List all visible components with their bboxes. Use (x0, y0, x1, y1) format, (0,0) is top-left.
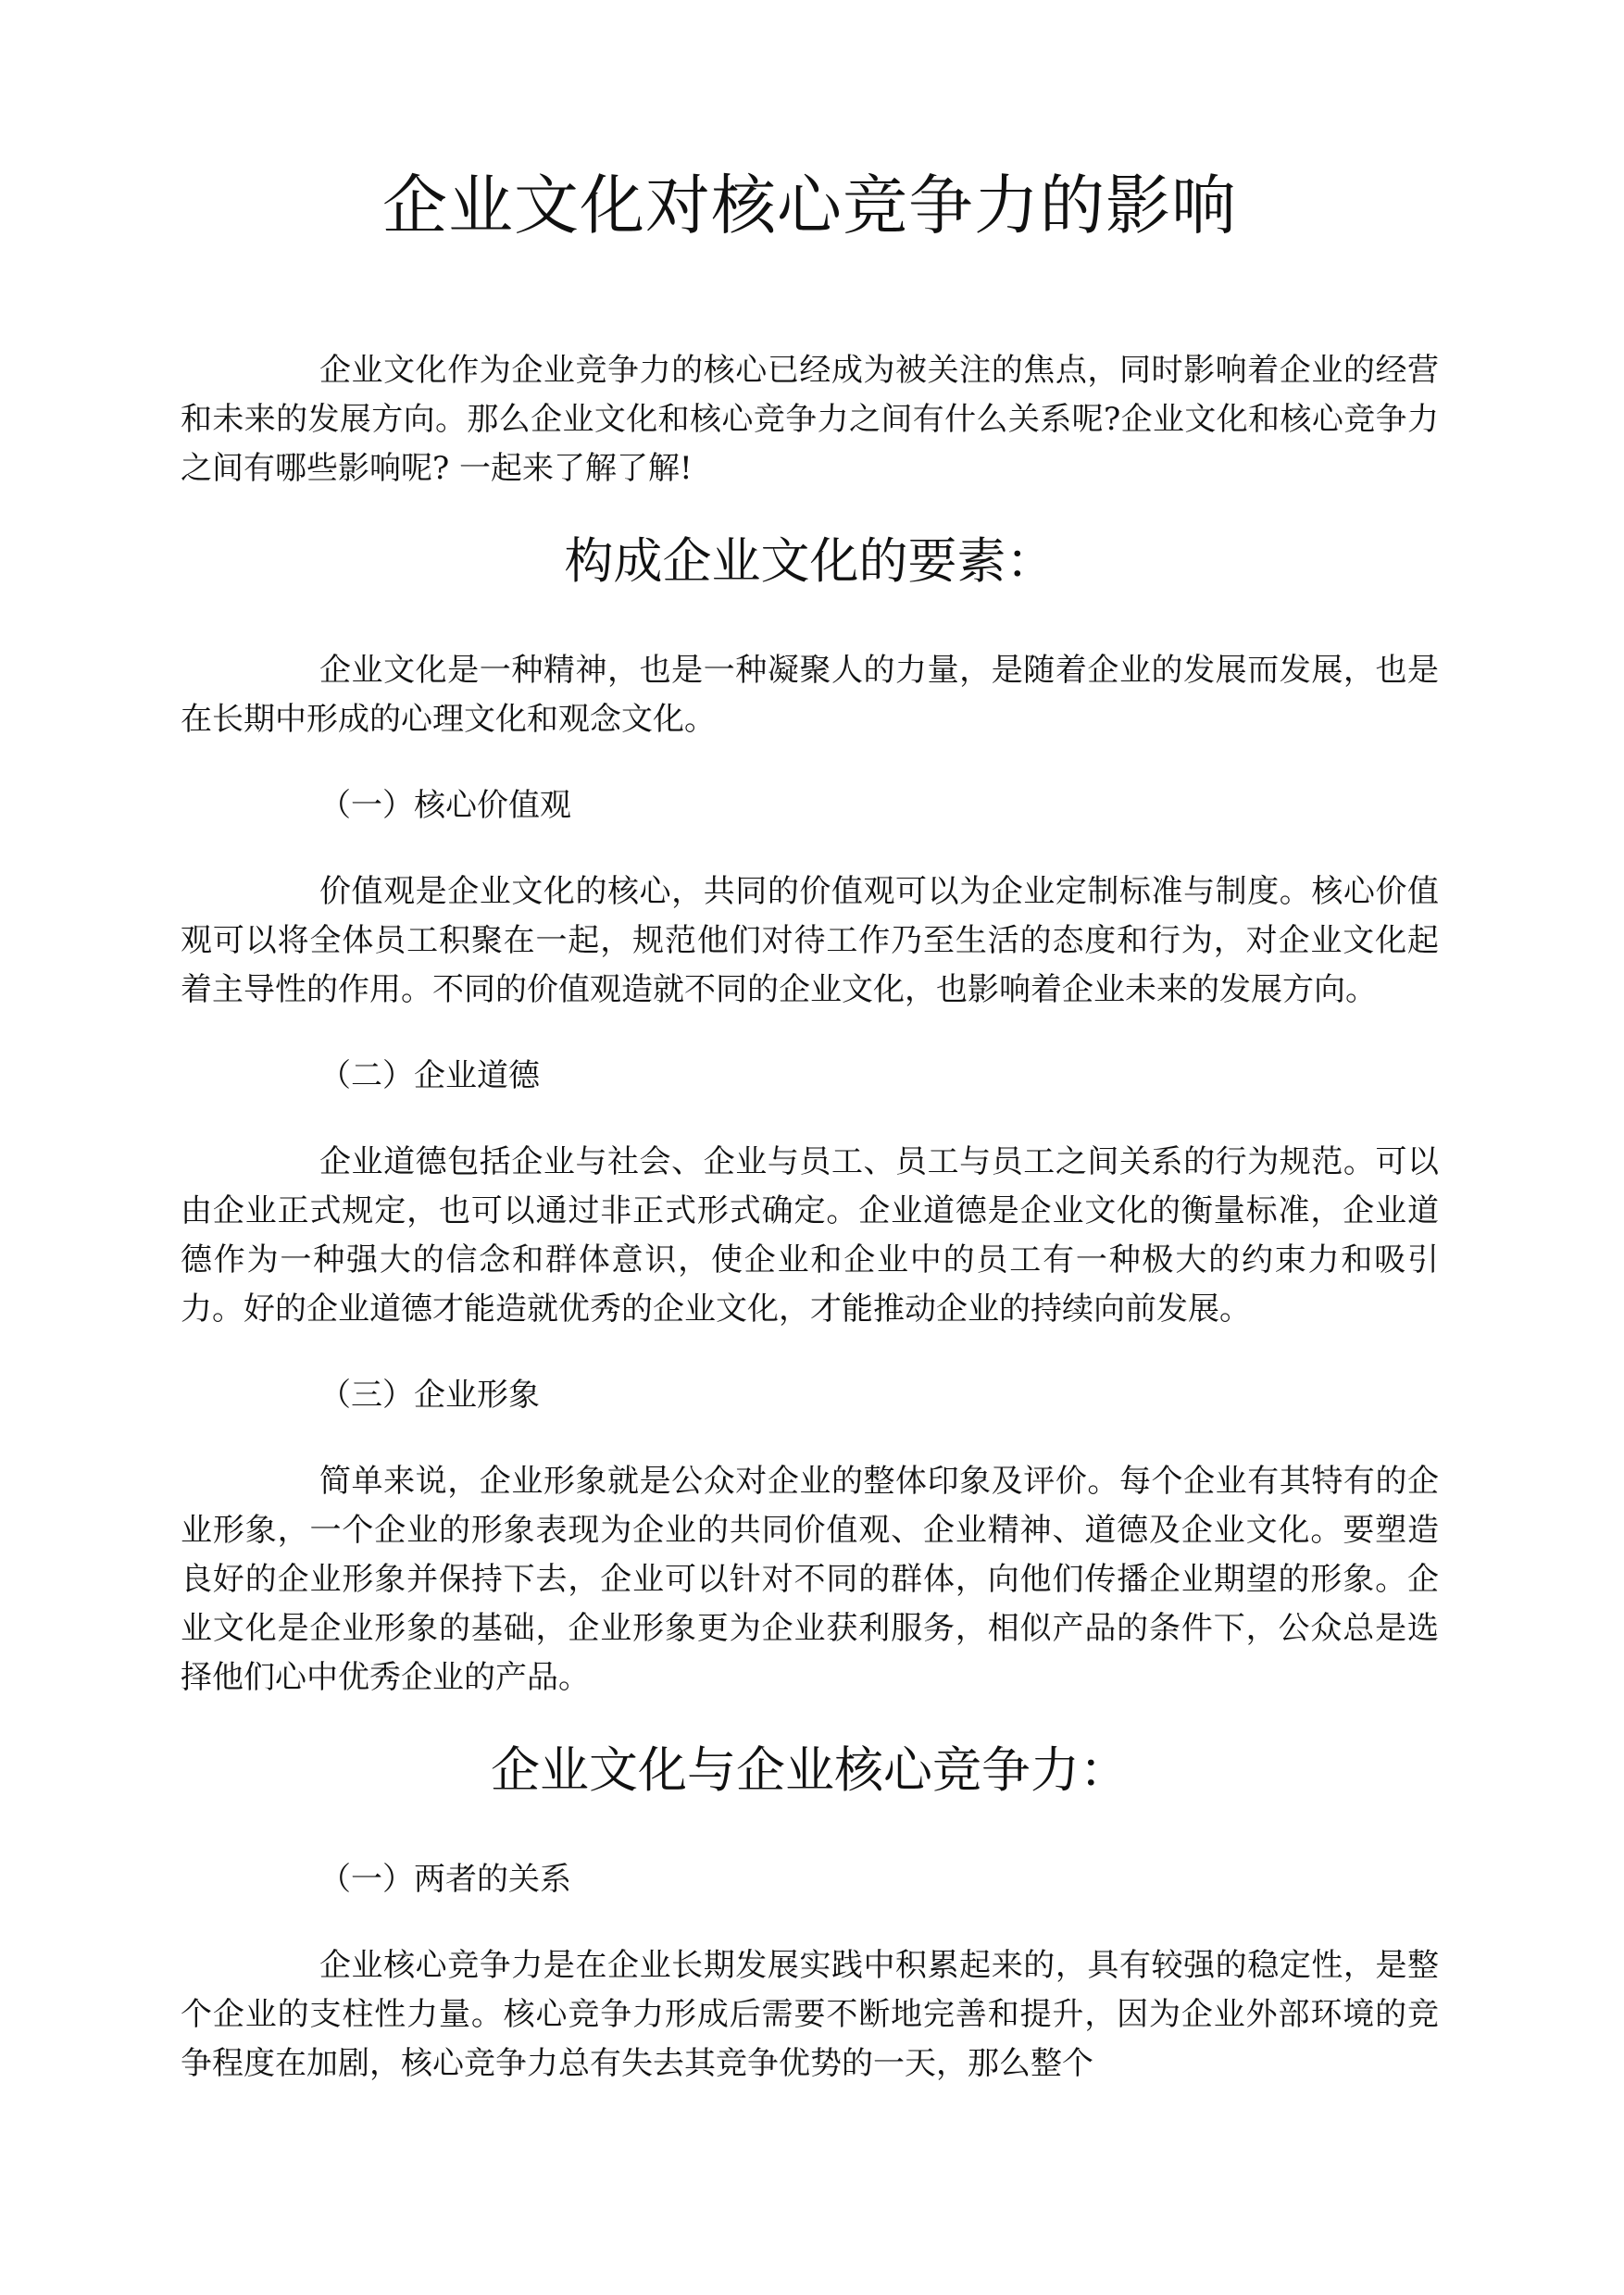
section-heading-culture-competitiveness: 企业文化与企业核心竞争力： (491, 1741, 1129, 1799)
document-title: 企业文化对核心竞争力的影响 (382, 168, 1237, 243)
paragraph-corporate-image: 简单来说，企业形象就是公众对企业的整体印象及评价。每个企业有其特有的企业形象，一个企业的形象表现为企业的共同价值观、企业精神、道德及企业文化。要塑造良好的企业形象并保持下去，企业可以针对不同的群体，向他们传播企业期望的形象。企业文化是企业形象的基础，企业形象更为企业获利服务，相似产品的条件下，公众总是选择他们心中优秀企业的产品。 (181, 1462, 1439, 1696)
section-heading-elements: 构成企业文化的要素： (564, 533, 1056, 590)
intro-paragraph: 企业文化作为企业竞争力的核心已经成为被关注的焦点，同时影响着企业的经营和未来的发展方向。那么企业文化和核心竞争力之间有什么关系呢?企业文化和核心竞争力之间有哪些影响呢? 一起来了解了解! (181, 352, 1439, 487)
subheading-corporate-image: （三）企业形象 (319, 1376, 540, 1414)
section1-intro-paragraph: 企业文化是一种精神，也是一种凝聚人的力量，是随着企业的发展而发展，也是在长期中形成的心理文化和观念文化。 (181, 651, 1439, 738)
paragraph-business-ethics: 企业道德包括企业与社会、企业与员工、员工与员工之间关系的行为规范。可以由企业正式规定，也可以通过非正式形式确定。企业道德是企业文化的衡量标准，企业道德作为一种强大的信念和群体意识，使企业和企业中的员工有一种极大的约束力和吸引力。好的企业道德才能造就优秀的企业文化，才能推动企业的持续向前发展。 (181, 1142, 1439, 1328)
paragraph-core-values: 价值观是企业文化的核心，共同的价值观可以为企业定制标准与制度。核心价值观可以将全体员工积聚在一起，规范他们对待工作乃至生活的态度和行为，对企业文化起着主导性的作用。不同的价值观造就不同的企业文化，也影响着企业未来的发展方向。 (181, 872, 1439, 1008)
subheading-core-values: （一）核心价值观 (319, 786, 571, 824)
subheading-relationship: （一）两者的关系 (319, 1860, 571, 1898)
subheading-business-ethics: （二）企业道德 (319, 1056, 540, 1094)
paragraph-relationship: 企业核心竞争力是在企业长期发展实践中积累起来的，具有较强的稳定性，是整个企业的支柱性力量。核心竞争力形成后需要不断地完善和提升，因为企业外部环境的竞争程度在加剧，核心竞争力总有失去其竞争优势的一天，那么整个 (181, 1946, 1439, 2082)
